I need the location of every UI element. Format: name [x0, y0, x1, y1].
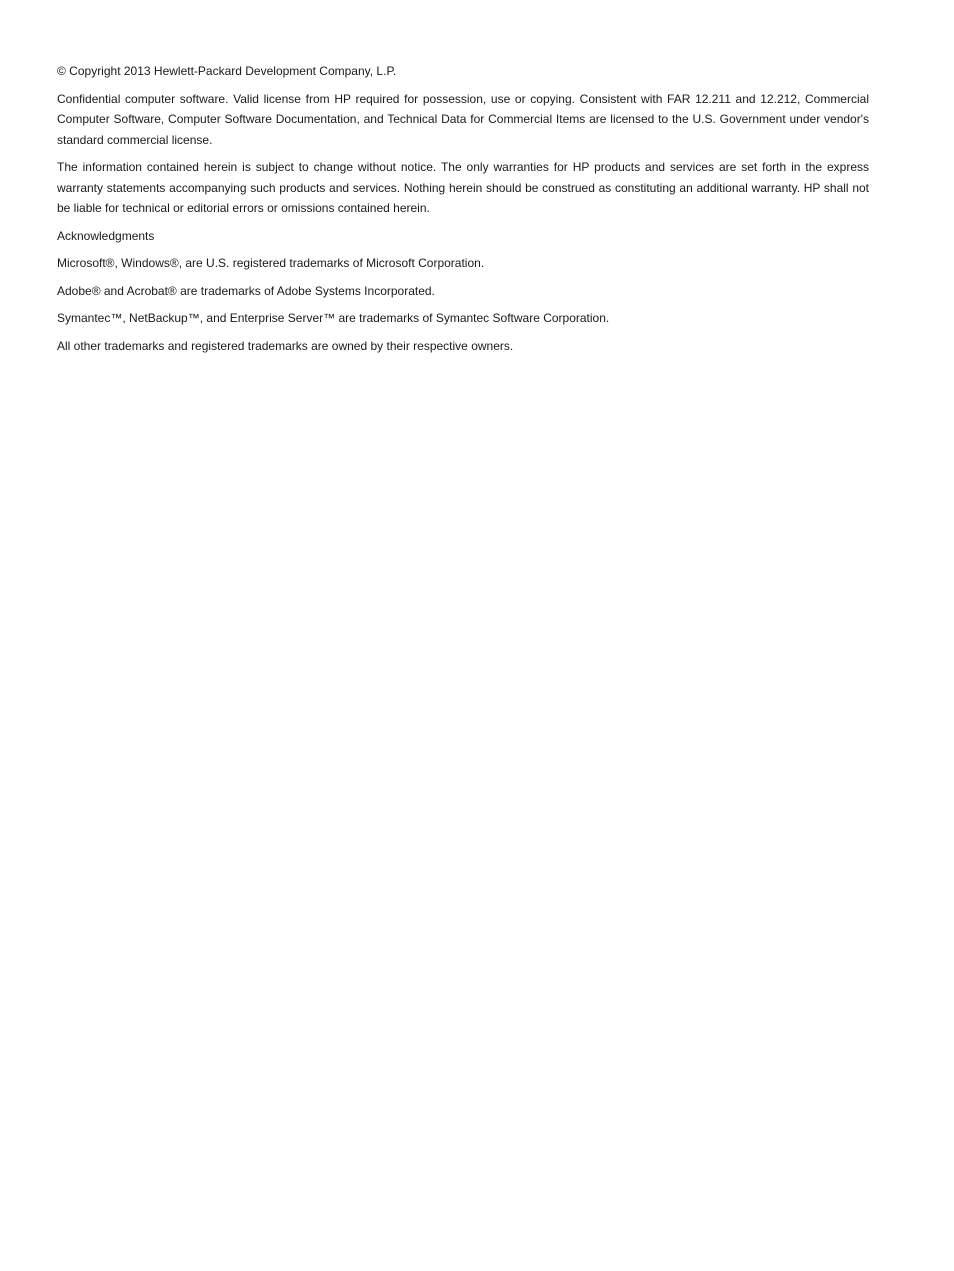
acknowledgments-heading: Acknowledgments [57, 228, 155, 243]
trademark-microsoft: Microsoft®, Windows®, are U.S. registered trademarks of Microsoft Corporation. [57, 256, 485, 270]
trademark-other-owners: All other trademarks and registered trademarks are owned by their respective owners. [57, 338, 514, 353]
trademark-symantec: Symantec™, NetBackup™, and Enterprise Server™ are trademarks of Symantec Software Corporation. [57, 311, 610, 325]
trademark-adobe: Adobe® and Acrobat® are trademarks of Adobe Systems Incorporated. [57, 283, 435, 298]
warranty-paragraph: The information contained herein is subject to change without notice. The only warranties for HP products and services are set forth in the express warranty statements accompanying such products and services. Nothing herein should be construed as constituting an additional warranty. HP shall not be liable for technical or editorial errors or omissions contained herein. [57, 160, 869, 215]
legal-notice-page [57, 61, 869, 363]
copyright-line: © Copyright 2013 Hewlett-Packard Development Company, L.P. [57, 64, 397, 78]
license-paragraph: Confidential computer software. Valid license from HP required for possession, use or copying. Consistent with FAR 12.211 and 12.212, Commercial Computer Software, Computer Software Documentation, and Technical Data for Commercial Items are licensed to the U.S. Government under vendor's standard commercial license. [57, 91, 869, 147]
